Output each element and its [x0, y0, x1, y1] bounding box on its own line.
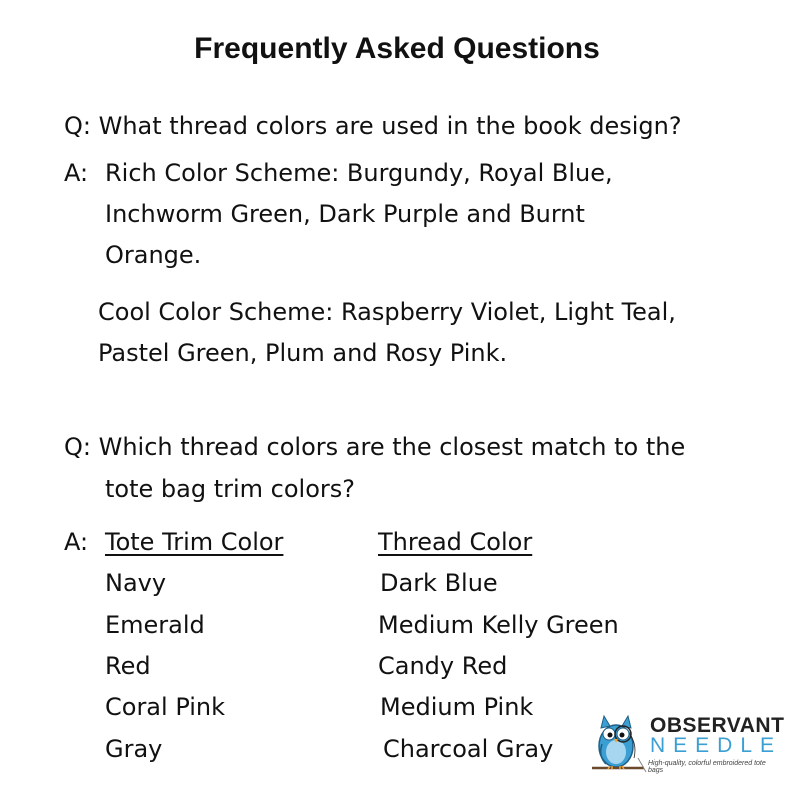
- faq2-question-line-2: tote bag trim colors?: [105, 475, 355, 503]
- table-row-thread: Candy Red: [378, 652, 508, 680]
- table-row-trim: Gray: [105, 735, 163, 763]
- observant-needle-logo: [588, 706, 785, 776]
- table-row-thread: Medium Pink: [380, 693, 534, 721]
- faq1-answer-prefix: A:: [64, 159, 89, 187]
- faq2-question-line-1: Q: Which thread colors are the closest match to the: [64, 433, 686, 461]
- faq1-rich-line-2: Inchworm Green, Dark Purple and Burnt: [105, 200, 585, 228]
- table-row-trim: Emerald: [105, 611, 205, 639]
- table-row-trim: Red: [105, 652, 151, 680]
- owl-icon: [588, 706, 648, 776]
- page-title: Frequently Asked Questions: [194, 32, 600, 65]
- table-row-trim: Coral Pink: [105, 693, 226, 721]
- faq1-question: Q: What thread colors are used in the book design?: [64, 112, 682, 140]
- faq1-rich-line-3: Orange.: [105, 241, 202, 269]
- faq2-answer-prefix: A:: [64, 528, 89, 556]
- logo-line-1: OBSERVANT: [650, 714, 785, 737]
- faq1-cool-line-2: Pastel Green, Plum and Rosy Pink.: [98, 339, 508, 367]
- table-row-thread: Medium Kelly Green: [378, 611, 619, 639]
- faq1-rich-line-1: Rich Color Scheme: Burgundy, Royal Blue,: [105, 159, 613, 187]
- logo-tagline: High-quality, colorful embroidered tote bags: [648, 760, 766, 774]
- table-row-trim: Navy: [105, 569, 167, 597]
- tote-trim-color-header: Tote Trim Color: [105, 528, 284, 556]
- logo-line-2: NEEDLE: [650, 734, 783, 757]
- thread-color-header: Thread Color: [378, 528, 533, 556]
- table-row-thread: Charcoal Gray: [383, 735, 554, 763]
- table-row-thread: Dark Blue: [380, 569, 498, 597]
- faq1-cool-line-1: Cool Color Scheme: Raspberry Violet, Light Teal,: [98, 298, 676, 326]
